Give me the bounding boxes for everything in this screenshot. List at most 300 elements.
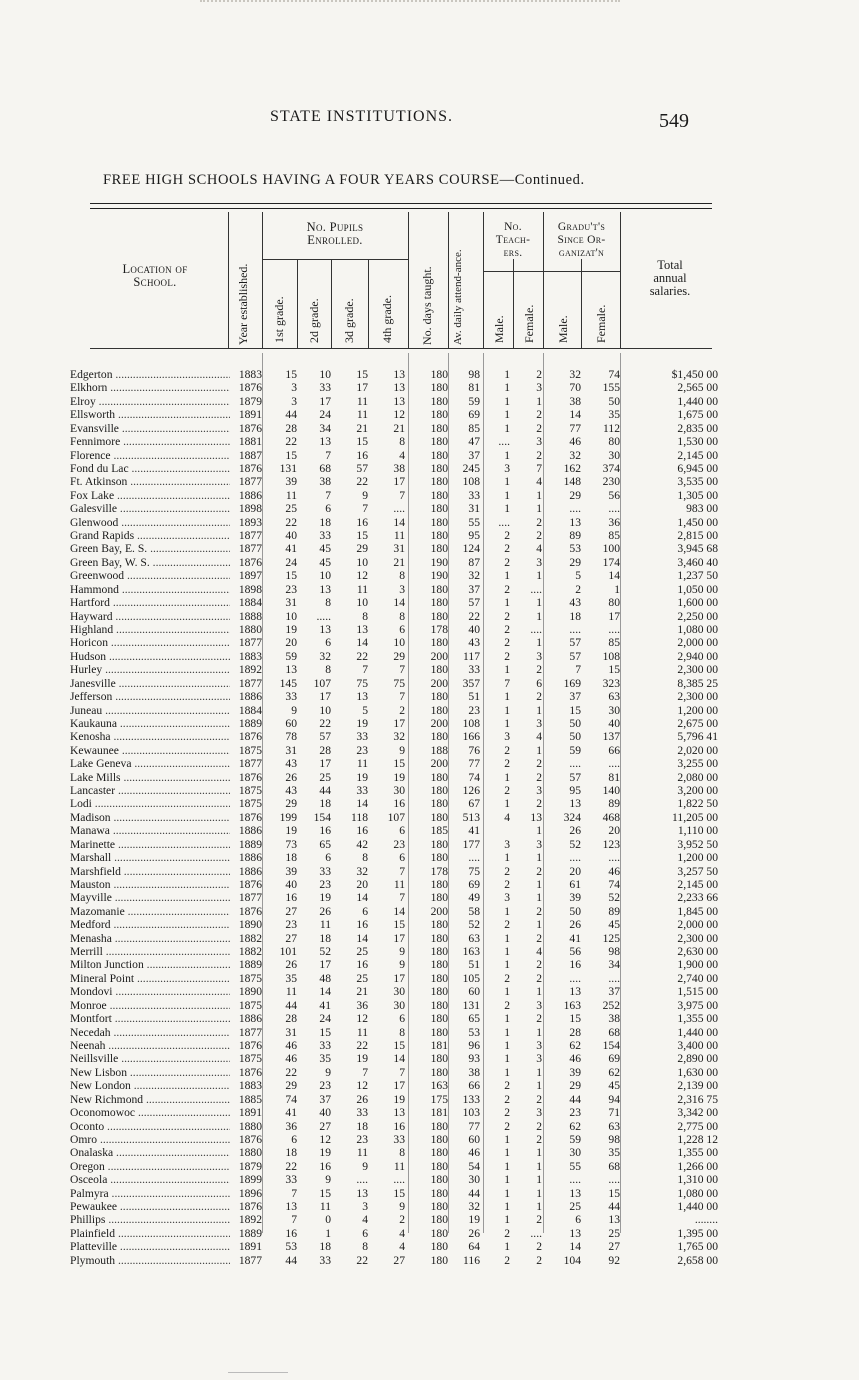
school-name: Ellsworth ..... (70, 408, 230, 422)
teachers-male: 1 (504, 1173, 510, 1187)
grade1-count: 43 (285, 757, 297, 771)
school-name: Janesville ..... (70, 677, 230, 691)
table-row (70, 529, 718, 543)
grade3-count: 4 (362, 1213, 368, 1227)
grade1-count: 40 (285, 529, 297, 543)
table-row (70, 931, 718, 946)
grads-female: 137 (602, 730, 620, 744)
grade4-count: 8 (399, 1146, 405, 1160)
avg-attendance: 76 (468, 743, 480, 757)
total-salaries: 11,205 00 (672, 810, 718, 824)
avg-attendance: 117 (463, 649, 480, 663)
days-taught: 180 (430, 461, 448, 475)
grads-male: 50 (569, 716, 581, 730)
year-established: 1877 (238, 1253, 262, 1267)
grade2-count: 7 (325, 448, 331, 462)
grade4-count: 33 (393, 1132, 405, 1146)
avg-attendance: 60 (468, 985, 480, 999)
teachers-male: 1 (504, 596, 510, 610)
days-taught: 180 (430, 1052, 448, 1066)
grads-female: 30 (608, 448, 620, 462)
avg-attendance: 177 (462, 837, 480, 851)
teachers-female: 1 (536, 1200, 542, 1214)
grads-male: 29 (569, 555, 581, 569)
grade2-count: 34 (319, 421, 331, 435)
header-grade1: 1st grade. (272, 296, 286, 343)
grads-male: 23 (569, 1106, 581, 1120)
teachers-male: 2 (504, 1253, 510, 1267)
total-salaries: 3,952 50 (677, 837, 718, 851)
teachers-female: 4 (536, 730, 542, 744)
days-taught: 180 (430, 502, 448, 516)
total-salaries: 3,945 68 (677, 542, 718, 556)
grads-female: 74 (608, 877, 620, 891)
table-row (70, 743, 718, 758)
grade2-count: 18 (319, 931, 331, 945)
grads-female: 74 (608, 368, 620, 381)
days-taught: 190 (430, 555, 448, 569)
grade3-count: 11 (356, 757, 368, 771)
grade3-count: 5 (362, 703, 368, 717)
grade3-count: 12 (356, 1079, 368, 1093)
table-row (70, 676, 718, 691)
teachers-male: 1 (504, 931, 510, 945)
avg-attendance: 38 (468, 1065, 480, 1079)
grads-male: .... (569, 971, 581, 985)
year-established: 1877 (238, 475, 262, 489)
grade1-count: 131 (279, 461, 297, 475)
school-name: Edgerton ..... (70, 368, 230, 382)
teachers-male: .... (498, 435, 510, 449)
total-salaries: 1,237 50 (677, 569, 718, 583)
grads-male: 169 (563, 676, 581, 690)
grade1-count: 20 (285, 636, 297, 650)
teachers-male: 1 (504, 569, 510, 583)
grade4-count: 13 (393, 381, 405, 395)
school-name: Mauston ..... (70, 878, 230, 892)
grade3-count: 11 (356, 408, 368, 422)
total-salaries: 1,080 00 (677, 622, 718, 636)
grade2-count: 45 (319, 555, 331, 569)
grads-male: 13 (569, 985, 581, 999)
total-salaries: 1,200 00 (677, 703, 718, 717)
avg-attendance: 166 (462, 730, 480, 744)
teachers-female: 3 (536, 784, 542, 798)
grade3-count: 19 (356, 770, 368, 784)
total-salaries: 2,740 00 (677, 971, 718, 985)
table-row (70, 784, 718, 798)
year-established: 1879 (238, 394, 262, 408)
avg-attendance: 33 (468, 663, 480, 677)
grads-female: .... (608, 622, 620, 636)
year-established: 1876 (238, 381, 262, 395)
year-established: 1889 (238, 958, 262, 972)
grade2-count: 10 (319, 569, 331, 583)
teachers-female: 2 (536, 663, 542, 677)
school-name: Galesville ..... (70, 502, 230, 516)
grade4-count: 4 (399, 1240, 405, 1254)
avg-attendance: 51 (468, 958, 480, 972)
avg-attendance: 133 (462, 1092, 480, 1106)
grads-female: 56 (608, 488, 620, 502)
grade1-count: 11 (285, 488, 297, 502)
grads-male: 89 (569, 529, 581, 543)
avg-attendance: 116 (463, 1253, 480, 1267)
school-name: Glenwood ..... (70, 516, 230, 530)
school-name: Lodi ..... (70, 797, 230, 811)
grads-male: 50 (569, 904, 581, 918)
grads-female: 44 (608, 1200, 620, 1214)
table-row (70, 1226, 718, 1241)
grads-female: 66 (608, 743, 620, 757)
table-row (70, 1240, 718, 1254)
grade3-count: 57 (356, 461, 368, 475)
avg-attendance: 44 (468, 1186, 480, 1200)
year-established: 1884 (238, 703, 262, 717)
table-row (70, 1186, 718, 1201)
school-name: Hammond ..... (70, 583, 230, 597)
teachers-female: 1 (536, 1186, 542, 1200)
grade3-count: 16 (356, 918, 368, 932)
col-rule (228, 212, 229, 348)
teachers-female: .... (530, 622, 542, 636)
days-taught: 180 (430, 636, 448, 650)
school-name: Marshfield ..... (70, 865, 230, 879)
grads-male: 59 (569, 1132, 581, 1146)
avg-attendance: 33 (468, 488, 480, 502)
grads-male: 50 (569, 730, 581, 744)
avg-attendance: 55 (468, 515, 480, 529)
grade2-count: 37 (319, 1092, 331, 1106)
teachers-female: 1 (536, 1025, 542, 1039)
header-grade2: 2d grade. (307, 298, 321, 343)
year-established: 1876 (238, 461, 262, 475)
grade4-count: 7 (399, 864, 405, 878)
table-row (70, 824, 718, 838)
days-taught: 180 (430, 515, 448, 529)
grade2-count: 18 (319, 515, 331, 529)
year-established: 1889 (238, 1226, 262, 1240)
year-established: 1888 (238, 609, 262, 623)
total-salaries: 1,305 00 (677, 488, 718, 502)
header-teachers (483, 221, 543, 260)
year-established: 1880 (238, 622, 262, 636)
grade2-count: 8 (325, 663, 331, 677)
grade3-count: .... (356, 1173, 368, 1187)
school-name: Mazomanie ..... (70, 905, 230, 919)
grade1-count: 78 (285, 730, 297, 744)
grade1-count: 27 (285, 931, 297, 945)
grade2-count: 33 (319, 529, 331, 543)
col-rule (620, 212, 621, 348)
days-taught: 180 (430, 582, 448, 596)
year-established: 1887 (238, 448, 262, 462)
grade1-count: 29 (285, 1079, 297, 1093)
header-location (90, 263, 220, 289)
grads-female: 68 (608, 1025, 620, 1039)
total-salaries: 2,000 00 (677, 918, 718, 932)
teachers-female: 2 (536, 368, 542, 381)
grade2-count: 7 (325, 488, 331, 502)
school-name: Neenah ..... (70, 1039, 230, 1053)
teachers-male: 1 (504, 1146, 510, 1160)
teachers-female: 2 (536, 971, 542, 985)
grads-male: 95 (569, 784, 581, 798)
year-established: 1883 (238, 1079, 262, 1093)
teachers-male: 3 (504, 730, 510, 744)
teachers-female: 1 (536, 1173, 542, 1187)
teachers-female: .... (530, 582, 542, 596)
year-established: 1875 (238, 797, 262, 811)
header-grade3: 3d grade. (342, 298, 356, 343)
teachers-male: 1 (504, 1240, 510, 1254)
grade3-count: 32 (356, 864, 368, 878)
table-row (70, 1213, 718, 1227)
total-salaries: 1,630 00 (677, 1065, 718, 1079)
grade4-count: 23 (393, 837, 405, 851)
grade3-count: 22 (356, 1253, 368, 1267)
teachers-female: 2 (536, 864, 542, 878)
grade1-count: 13 (285, 663, 297, 677)
days-taught: 180 (430, 690, 448, 704)
grade2-count: 10 (319, 703, 331, 717)
teachers-female: 2 (536, 931, 542, 945)
year-established: 1877 (238, 1025, 262, 1039)
teachers-female: 7 (536, 461, 542, 475)
total-salaries: 1,515 00 (677, 985, 718, 999)
days-taught: 180 (430, 797, 448, 811)
avg-attendance: 95 (468, 529, 480, 543)
school-name: Milton Junction ..... (70, 958, 230, 972)
school-name: Green Bay, W. S. ..... (70, 556, 230, 570)
grade1-count: 15 (285, 569, 297, 583)
grade3-count: 19 (356, 1052, 368, 1066)
grade3-count: 13 (356, 622, 368, 636)
grade4-count: 12 (393, 408, 405, 422)
grads-male: 77 (569, 421, 581, 435)
grads-male: .... (569, 757, 581, 771)
school-name: Madison ..... (70, 811, 230, 825)
grads-male: 324 (563, 810, 581, 824)
grade3-count: 8 (362, 851, 368, 865)
total-salaries: 1,266 00 (677, 1159, 718, 1173)
grade2-count: 14 (319, 985, 331, 999)
teachers-female: 4 (536, 475, 542, 489)
avg-attendance: 52 (468, 918, 480, 932)
grade2-count: 22 (319, 716, 331, 730)
grads-female: 34 (608, 958, 620, 972)
grade2-count: 23 (319, 877, 331, 891)
grade1-count: 39 (285, 864, 297, 878)
table-row (70, 703, 718, 718)
teachers-male: 1 (504, 797, 510, 811)
teachers-male: 1 (504, 1159, 510, 1173)
grade4-count: 10 (393, 636, 405, 650)
grade2-count: 17 (319, 757, 331, 771)
teachers-female: 1 (536, 985, 542, 999)
table-row (70, 569, 718, 583)
grade3-count: 33 (356, 730, 368, 744)
avg-attendance: 51 (468, 690, 480, 704)
year-established: 1876 (238, 904, 262, 918)
avg-attendance: 40 (468, 622, 480, 636)
avg-attendance: 85 (468, 421, 480, 435)
teachers-female: 1 (536, 851, 542, 865)
grade4-count: 8 (399, 1025, 405, 1039)
grade1-count: 46 (285, 1052, 297, 1066)
school-name: Greenwood ..... (70, 569, 230, 583)
days-taught: 180 (430, 810, 448, 824)
total-salaries: 2,080 00 (677, 770, 718, 784)
grads-female: 14 (608, 569, 620, 583)
teachers-male: 1 (504, 770, 510, 784)
grade4-count: 9 (399, 945, 405, 959)
table-row (70, 1106, 718, 1120)
table-row (70, 770, 718, 785)
grade1-count: 26 (285, 958, 297, 972)
school-name: Oconto ..... (70, 1120, 230, 1134)
col-rule (448, 212, 449, 348)
year-established: 1876 (238, 810, 262, 824)
grade1-count: 101 (279, 945, 297, 959)
total-salaries: ........ (694, 1213, 718, 1227)
table-row (70, 622, 718, 637)
days-taught: 180 (430, 784, 448, 798)
header-teachers-line1: No. (504, 221, 522, 233)
grads-male: 32 (569, 368, 581, 381)
school-name: Osceola ..... (70, 1173, 230, 1187)
table-row (70, 877, 718, 892)
grade2-count: 65 (319, 837, 331, 851)
days-taught: 180 (430, 394, 448, 408)
total-salaries: 1,845 00 (677, 904, 718, 918)
grade2-count: 38 (319, 475, 331, 489)
school-name: New Richmond ..... (70, 1093, 230, 1107)
teachers-male: 1 (504, 716, 510, 730)
year-established: 1876 (238, 555, 262, 569)
grade4-count: 13 (393, 368, 405, 381)
grads-male: 13 (569, 515, 581, 529)
table-row (70, 461, 718, 476)
teachers-female: .... (530, 1226, 542, 1240)
grade4-count: 7 (399, 1065, 405, 1079)
header-teachers-line3: ers. (503, 247, 523, 259)
table-row (70, 864, 718, 879)
avg-attendance: 30 (468, 1173, 480, 1187)
grade3-count: 12 (356, 569, 368, 583)
school-name: Pewaukee ..... (70, 1200, 230, 1214)
grade4-count: 11 (393, 529, 405, 543)
grads-male: 61 (569, 877, 581, 891)
grade1-count: 44 (285, 408, 297, 422)
grade4-count: 14 (393, 1052, 405, 1066)
grads-male: 16 (569, 958, 581, 972)
grade2-count: 25 (319, 770, 331, 784)
grade4-count: 15 (393, 1039, 405, 1052)
teachers-female: 2 (536, 1132, 542, 1146)
avg-attendance: 77 (468, 1119, 480, 1133)
grads-male: 59 (569, 743, 581, 757)
grade3-count: 6 (362, 1226, 368, 1240)
year-established: 1875 (238, 784, 262, 798)
grads-male: 38 (569, 394, 581, 408)
total-salaries: 1,675 00 (677, 408, 718, 422)
table-row (70, 971, 718, 986)
header-pupils-line1: No. Pupils (306, 220, 364, 234)
days-taught: 180 (430, 837, 448, 851)
total-salaries: 3,400 00 (677, 1039, 718, 1052)
days-taught: 180 (430, 663, 448, 677)
header-pupils-line2: Enrolled. (307, 233, 363, 247)
grade3-count: 14 (356, 636, 368, 650)
grade4-count: 13 (393, 1106, 405, 1120)
total-salaries: 2,630 00 (677, 945, 718, 959)
teachers-female: 6 (536, 676, 542, 690)
grade1-count: 41 (285, 542, 297, 556)
grads-male: 37 (569, 690, 581, 704)
teachers-male: 2 (504, 1226, 510, 1240)
table-row (70, 408, 718, 422)
total-salaries: 1,765 00 (677, 1240, 718, 1254)
days-taught: 178 (430, 864, 448, 878)
grade2-count: 23 (319, 1079, 331, 1093)
grads-female: 52 (608, 891, 620, 905)
year-established: 1886 (238, 864, 262, 878)
grads-male: .... (569, 851, 581, 865)
grads-female: 13 (608, 1213, 620, 1227)
grade4-count: 17 (393, 475, 405, 489)
teachers-female: 2 (536, 1253, 542, 1267)
teachers-male: 2 (504, 877, 510, 891)
grade1-count: 31 (285, 1025, 297, 1039)
grads-female: 125 (602, 931, 620, 945)
grade4-count: 19 (393, 770, 405, 784)
avg-attendance: 81 (468, 381, 480, 395)
grads-female: 154 (602, 1039, 620, 1052)
table-row (70, 851, 718, 865)
grads-female: 35 (608, 1146, 620, 1160)
grade2-count: 48 (319, 971, 331, 985)
year-established: 1892 (238, 663, 262, 677)
year-established: 1879 (238, 1159, 262, 1173)
grade4-count: 21 (393, 555, 405, 569)
grads-female: 69 (608, 1052, 620, 1066)
avg-attendance: 96 (468, 1039, 480, 1052)
grade3-count: 16 (356, 824, 368, 838)
teachers-male: 2 (504, 529, 510, 543)
grade4-count: 6 (399, 622, 405, 636)
grade1-count: 28 (285, 421, 297, 435)
teachers-female: 2 (536, 1092, 542, 1106)
grads-male: 15 (569, 1012, 581, 1026)
table-row (70, 1025, 718, 1040)
days-taught: 180 (430, 1025, 448, 1039)
grade1-count: 3 (291, 394, 297, 408)
header-bottom-rule (90, 348, 712, 349)
grade4-count: 38 (393, 461, 405, 475)
teachers-female: 1 (536, 1146, 542, 1160)
header-grads-line1: Gradu't's (557, 221, 606, 233)
school-name: Marinette ..... (70, 838, 230, 852)
grade3-count: 11 (356, 394, 368, 408)
table-row (70, 381, 718, 395)
col-rule (408, 212, 409, 348)
col-rule (368, 259, 369, 348)
days-taught: 180 (430, 529, 448, 543)
school-name: Ft. Atkinson ..... (70, 475, 230, 489)
grade4-count: 11 (393, 877, 405, 891)
year-established: 1896 (238, 1186, 262, 1200)
